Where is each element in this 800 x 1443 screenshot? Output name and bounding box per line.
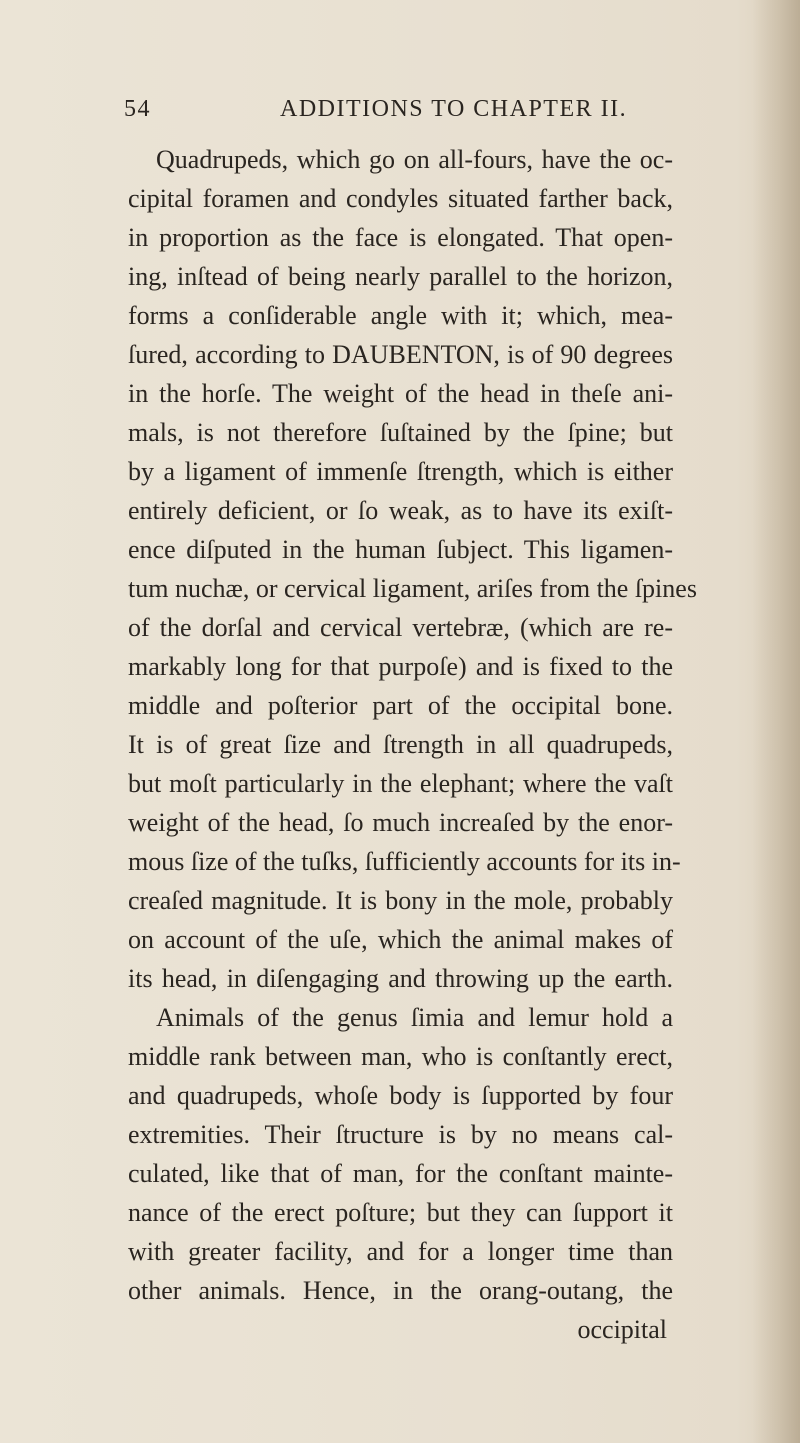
text-line: with greater facility, and for a longer time than	[128, 1237, 673, 1266]
running-head: ADDITIONS TO CHAPTER II.	[280, 96, 628, 122]
text-line: Quadrupeds, which go on all-fours, have the oc-	[156, 145, 673, 174]
text-line: by a ligament of immenſe ſtrength, which is either	[128, 457, 673, 486]
text-line: mous ſize of the tuſks, ſufficiently accounts for its in-	[128, 847, 681, 876]
text-line: but moſt particularly in the elephant; where the vaſt	[128, 769, 673, 798]
text-line: extremities. Their ſtructure is by no means cal-	[128, 1120, 673, 1149]
text-line: ence diſputed in the human ſubject. This ligamen-	[128, 535, 673, 564]
text-line: of the dorſal and cervical vertebræ, (which are re-	[128, 613, 673, 642]
body-text	[128, 140, 697, 1349]
text-line: forms a conſiderable angle with it; which, mea-	[128, 301, 673, 330]
text-line: Animals of the genus ſimia and lemur hold a	[156, 1003, 673, 1032]
text-line: cipital foramen and condyles situated farther back,	[128, 184, 673, 213]
text-line: other animals. Hence, in the orang-outang, the	[128, 1276, 673, 1305]
text-line: culated, like that of man, for the conſtant mainte-	[128, 1159, 673, 1188]
page-header	[124, 96, 684, 136]
text-line: creaſed magnitude. It is bony in the mole, probably	[128, 886, 673, 915]
text-line: nance of the erect poſture; but they can ſupport it	[128, 1198, 673, 1227]
page-edge-shadow	[752, 0, 800, 1443]
text-line: It is of great ſize and ſtrength in all quadrupeds,	[128, 730, 673, 759]
text-line: middle and poſterior part of the occipital bone.	[128, 691, 673, 720]
text-line: tum nuchæ, or cervical ligament, ariſes from the ſpines	[128, 574, 697, 603]
text-line: entirely deficient, or ſo weak, as to have its exiſt-	[128, 496, 673, 525]
text-line: middle rank between man, who is conſtantly erect,	[128, 1042, 673, 1071]
text-line: and quadrupeds, whoſe body is ſupported by four	[128, 1081, 673, 1110]
text-line: on account of the uſe, which the animal makes of	[128, 925, 673, 954]
page-number: 54	[124, 96, 151, 122]
text-line: ing, inſtead of being nearly parallel to the horizon,	[128, 262, 673, 291]
text-line: in proportion as the face is elongated. That open-	[128, 223, 673, 252]
text-line: markably long for that purpoſe) and is fixed to the	[128, 652, 673, 681]
text-line: its head, in diſengaging and throwing up the earth.	[128, 964, 673, 993]
text-line: in the horſe. The weight of the head in theſe ani-	[128, 379, 673, 408]
text-line: mals, is not therefore ſuſtained by the ſpine; but	[128, 418, 673, 447]
text-line: weight of the head, ſo much increaſed by the enor-	[128, 808, 673, 837]
catchword: occipital	[577, 1315, 667, 1344]
text-line: ſured, according to DAUBENTON, is of 90 degrees	[128, 340, 673, 369]
